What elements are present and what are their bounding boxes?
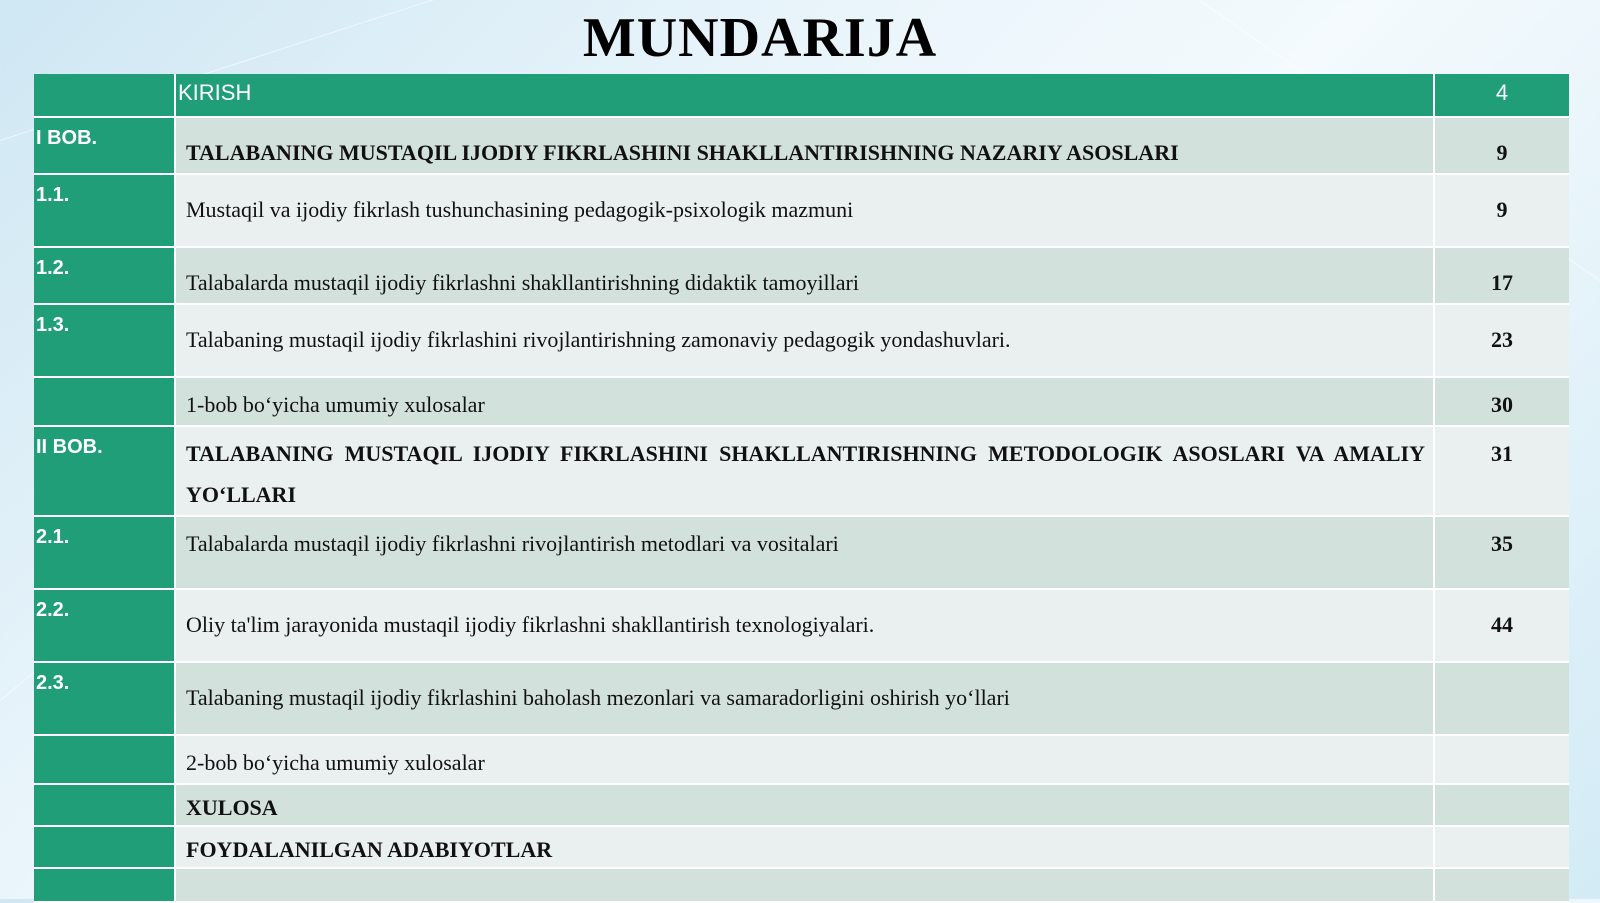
- toc-page-cell: [1434, 784, 1569, 826]
- toc-number-cell: 1.3.: [34, 304, 175, 377]
- toc-number-cell: [34, 74, 175, 117]
- toc-page-cell: 9: [1434, 174, 1569, 247]
- toc-title-cell: Talabaning mustaqil ijodiy fikrlashini rivojlantirishning zamonaviy pedagogik yondashuvlari.: [175, 304, 1434, 377]
- toc-row: [34, 589, 1569, 662]
- toc-row: [34, 826, 1569, 868]
- toc-row: [34, 304, 1569, 377]
- toc-title-cell: Oliy ta'lim jarayonida mustaqil ijodiy fikrlashni shakllantirish texnologiyalari.: [175, 589, 1434, 662]
- toc-number-cell: I BOB.: [34, 117, 175, 174]
- toc-row: [34, 784, 1569, 826]
- toc-page-cell: 17: [1434, 247, 1569, 304]
- toc-page-cell: 31: [1434, 426, 1569, 516]
- toc-title-cell: TALABANING MUSTAQIL IJODIY FIKRLASHINI SHAKLLANTIRISHNING NAZARIY ASOSLARI: [175, 117, 1434, 174]
- toc-row: [34, 735, 1569, 784]
- toc-number-cell: 2.1.: [34, 516, 175, 589]
- toc-title-cell: Mustaqil va ijodiy fikrlash tushunchasining pedagogik-psixologik mazmuni: [175, 174, 1434, 247]
- toc-row: [34, 117, 1569, 174]
- toc-title-cell: 2-bob bo‘yicha umumiy xulosalar: [175, 735, 1434, 784]
- toc-title-cell: XULOSA: [175, 784, 1434, 826]
- toc-table: [34, 74, 1569, 903]
- toc-page-cell: [1434, 735, 1569, 784]
- toc-title-cell: KIRISH: [175, 74, 1434, 117]
- toc-row: [34, 247, 1569, 304]
- toc-title-cell: TALABANING MUSTAQIL IJODIY FIKRLASHINI SHAKLLANTIRISHNING METODOLOGIK ASOSLARI VA AMALIY YO‘LLARI: [175, 426, 1434, 516]
- toc-page-cell: [1434, 868, 1569, 902]
- toc-header-row: [34, 74, 1569, 117]
- toc-number-cell: [34, 735, 175, 784]
- toc-page-cell: [1434, 826, 1569, 868]
- toc-number-cell: [34, 377, 175, 426]
- toc-page-cell: 23: [1434, 304, 1569, 377]
- toc-number-cell: [34, 784, 175, 826]
- toc-title-cell: [175, 868, 1434, 902]
- toc-page-cell: 30: [1434, 377, 1569, 426]
- toc-number-cell: II BOB.: [34, 426, 175, 516]
- toc-page-cell: 4: [1434, 74, 1569, 117]
- toc-row: [34, 426, 1569, 516]
- page-title: MUNDARIJA: [582, 7, 938, 69]
- toc-number-cell: [34, 826, 175, 868]
- toc-page-cell: 44: [1434, 589, 1569, 662]
- toc-title-cell: Talabaning mustaqil ijodiy fikrlashini baholash mezonlari va samaradorligini oshirish yo‘llari: [175, 662, 1434, 735]
- toc-row: [34, 516, 1569, 589]
- toc-title-cell: FOYDALANILGAN ADABIYOTLAR: [175, 826, 1434, 868]
- toc-title-cell: 1-bob bo‘yicha umumiy xulosalar: [175, 377, 1434, 426]
- toc-number-cell: 1.2.: [34, 247, 175, 304]
- toc-page-cell: 35: [1434, 516, 1569, 589]
- toc-row: [34, 174, 1569, 247]
- toc-number-cell: 1.1.: [34, 174, 175, 247]
- toc-row: [34, 868, 1569, 902]
- toc-row: [34, 662, 1569, 735]
- toc-number-cell: 2.2.: [34, 589, 175, 662]
- toc-row: [34, 377, 1569, 426]
- toc-page-cell: 9: [1434, 117, 1569, 174]
- toc-page-cell: [1434, 662, 1569, 735]
- toc-number-cell: [34, 868, 175, 902]
- toc-title-cell: Talabalarda mustaqil ijodiy fikrlashni rivojlantirish metodlari va vositalari: [175, 516, 1434, 589]
- toc-title-cell: Talabalarda mustaqil ijodiy fikrlashni shakllantirishning didaktik tamoyillari: [175, 247, 1434, 304]
- toc-number-cell: 2.3.: [34, 662, 175, 735]
